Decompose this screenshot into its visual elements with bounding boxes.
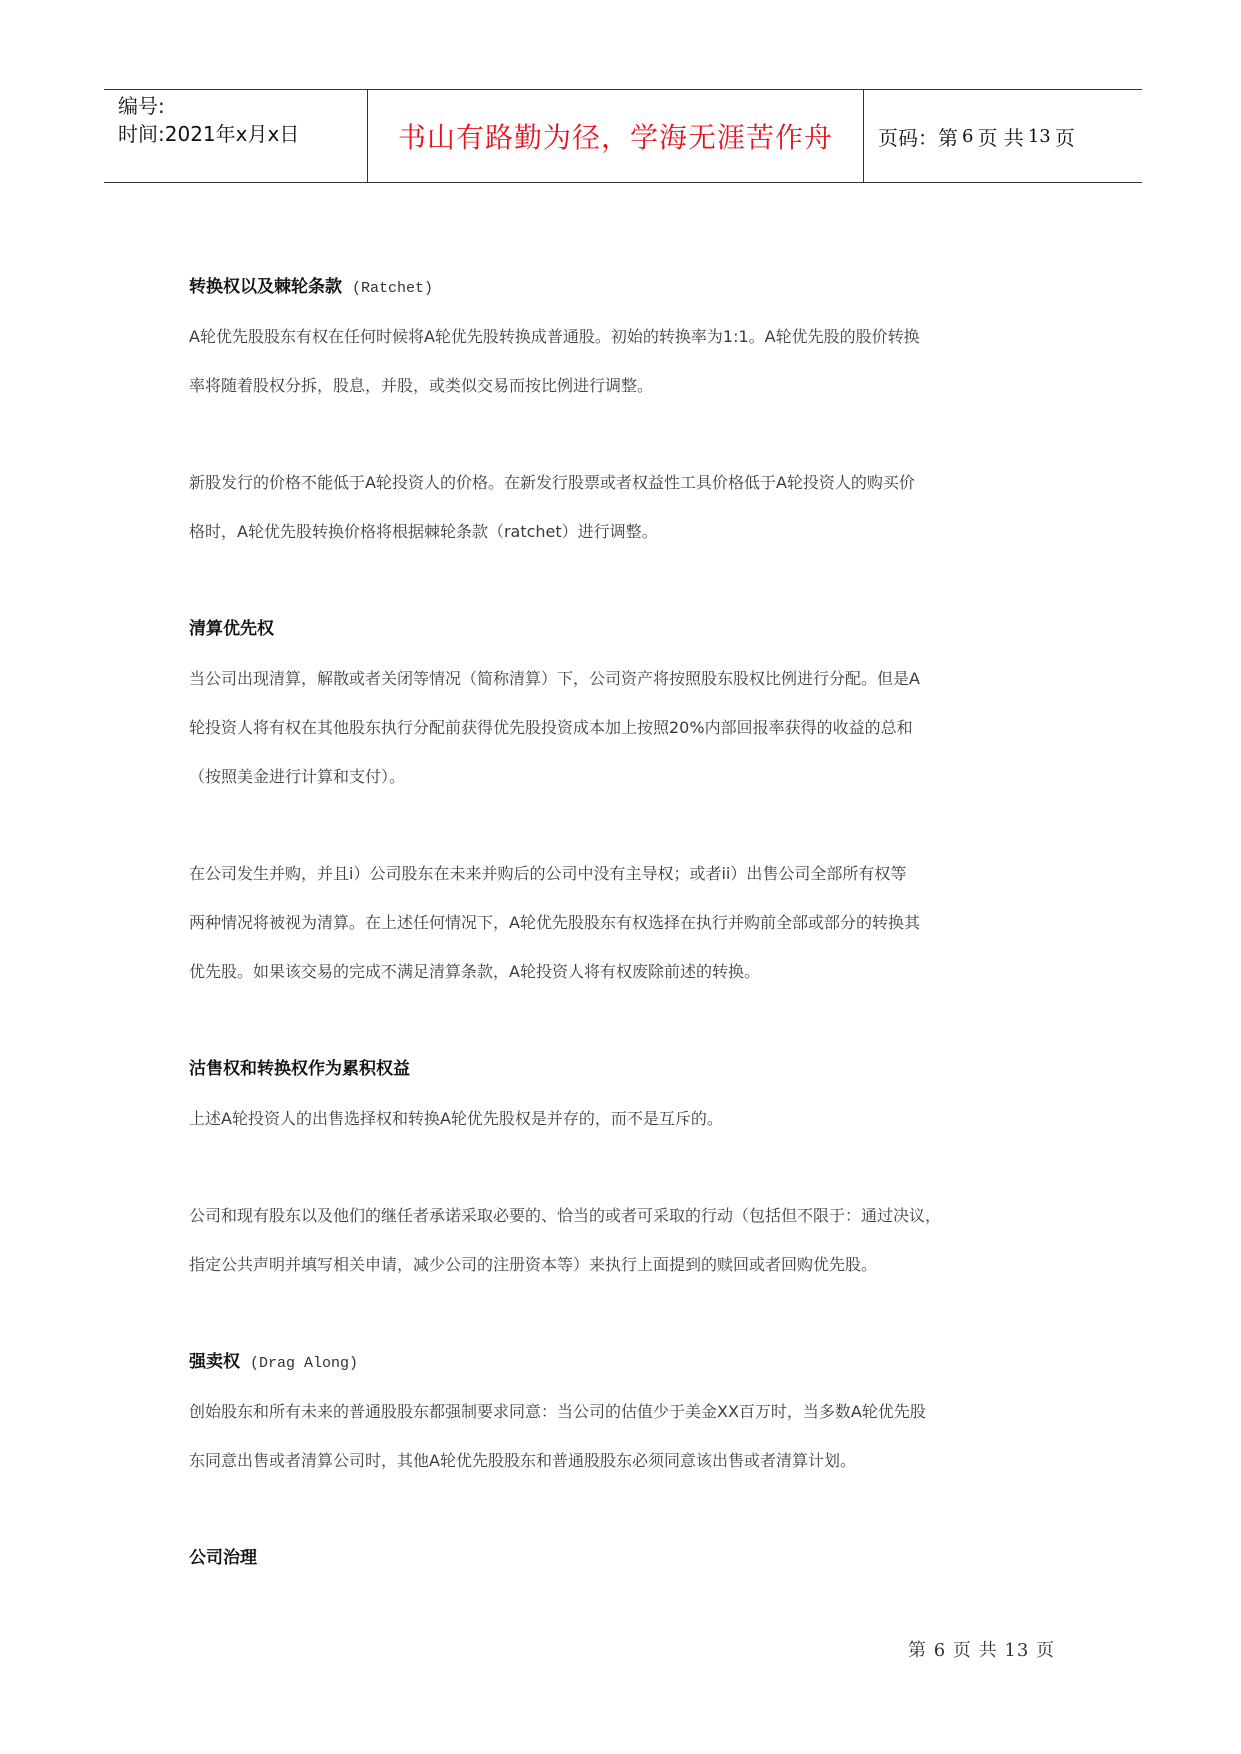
spacer [189,1485,1069,1533]
paragraph-line: 新股发行的价格不能低于A轮投资人的价格。在新发行股票或者权益性工具价格低于A轮投资人的购买价 [189,473,915,492]
page-current: 6 [962,125,974,147]
header-motto-cell [368,90,864,182]
paragraph [189,312,1069,410]
paragraph-line: 优先股。如果该交易的完成不满足清算条款，A轮投资人将有权废除前述的转换。 [189,962,760,981]
header-motto: 书山有路勤为径，学海无涯苦作舟 [397,121,833,154]
section-title-latin: (Drag Along) [250,1355,359,1372]
spacer [189,1143,1069,1191]
paragraph-line: 轮投资人将有权在其他股东执行分配前获得优先股投资成本加上按照20%内部回报率获得的收益的总和 [189,718,913,737]
page-footer: 第 6 页 共 13 页 [908,1640,1055,1661]
paragraph-line: 指定公共声明并填写相关申请，减少公司的注册资本等）来执行上面提到的赎回或者回购优先股。 [189,1255,878,1274]
paragraph [189,1387,1069,1485]
document-time [118,120,367,148]
paragraph [189,1191,1069,1289]
section-title-text: 转换权以及棘轮条款 [189,277,342,297]
paragraph [189,458,1069,556]
spacer [189,410,1069,458]
document-time-value: 2021年x月x日 [164,122,300,146]
paragraph-line: 当公司出现清算，解散或者关闭等情况（简称清算）下，公司资产将按照股东股权比例进行分配。但是A [189,669,920,688]
paragraph [189,654,1069,801]
paragraph-line: 在公司发生并购，并且i）公司股东在未来并购后的公司中没有主导权；或者ii）出售公司全部所有权等 [189,864,907,883]
document-body [189,262,1069,1583]
paragraph-line: A轮优先股股东有权在任何时候将A轮优先股转换成普通股。初始的转换率为1:1。A轮优先股的股价转换 [189,327,920,346]
paragraph-line: 率将随着股权分拆，股息，并股，或类似交易而按比例进行调整。 [189,376,654,395]
document-number-label: 编号: [118,94,165,118]
section-title-latin: (Ratchet) [352,280,434,297]
page-header [104,89,1142,183]
spacer [189,801,1069,849]
paragraph-line: 两种情况将被视为清算。在上述任何情况下，A轮优先股股东有权选择在执行并购前全部或部分的转换其 [189,913,920,932]
header-meta-cell [104,90,368,182]
page-mid: 页 共 [977,125,1024,150]
paragraph-line: 创始股东和所有未来的普通股股东都强制要求同意：当公司的估值少于美金XX百万时，当多数A轮优先股 [189,1402,926,1421]
page-suffix: 页 [1054,125,1075,150]
document-time-label: 时间: [118,122,165,146]
section-title-drag-along [189,1337,1069,1387]
section-title-governance [189,1533,1069,1583]
section-title-text: 公司治理 [189,1548,257,1568]
page-total: 13 [1027,125,1051,147]
header-page-cell [864,90,1142,182]
paragraph-line: 公司和现有股东以及他们的继任者承诺采取必要的、恰当的或者可采取的行动（包括但不限于：通过决议， [189,1206,942,1225]
section-title-text: 清算优先权 [189,619,274,639]
section-title-text: 沽售权和转换权作为累积权益 [189,1059,410,1079]
paragraph-line: 格时，A轮优先股转换价格将根据棘轮条款（ratchet）进行调整。 [189,522,658,541]
paragraph-line: 上述A轮投资人的出售选择权和转换A轮优先股权是并存的，而不是互斥的。 [189,1109,723,1128]
paragraph [189,1094,1069,1143]
section-title-text: 强卖权 [189,1352,240,1372]
section-title-cumulative [189,1044,1069,1094]
paragraph-line: 东同意出售或者清算公司时，其他A轮优先股股东和普通股股东必须同意该出售或者清算计划。 [189,1451,856,1470]
spacer [189,996,1069,1044]
spacer [189,1289,1069,1337]
section-title-liquidation [189,604,1069,654]
section-title-ratchet [189,262,1069,312]
page-prefix: 页码：第 [878,125,958,150]
paragraph-line: （按照美金进行计算和支付）。 [189,767,406,786]
paragraph [189,849,1069,996]
spacer [189,556,1069,604]
